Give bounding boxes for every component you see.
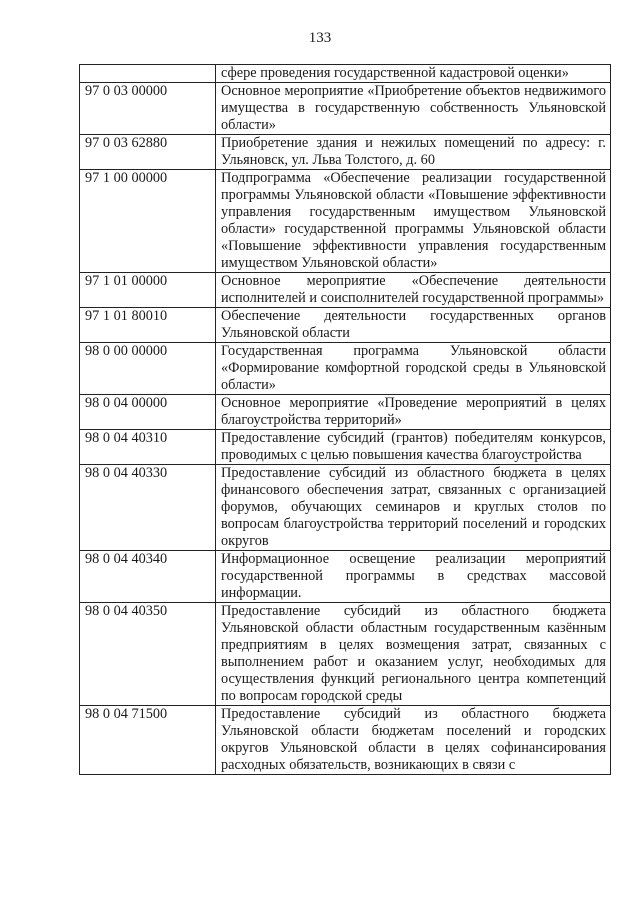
table-row	[80, 395, 611, 430]
description-cell: Государственная программа Ульяновской области «Формирование комфортной городской среды в Ульяновской области»	[216, 343, 611, 395]
code-cell: 98 0 04 40340	[80, 551, 216, 603]
table-row	[80, 83, 611, 135]
description-cell: Основное мероприятие «Приобретение объектов недвижимого имущества в государственную собственность Ульяновской области»	[216, 83, 611, 135]
code-cell: 97 1 01 80010	[80, 308, 216, 343]
description-cell: Информационное освещение реализации мероприятий государственной программы в средствах массовой информации.	[216, 551, 611, 603]
table-row	[80, 706, 611, 775]
description-cell: Предоставление субсидий из областного бюджета Ульяновской области бюджетам поселений и городских округов Ульяновской области в целях софинансирования расходных обязательств, возникающих в связи с	[216, 706, 611, 775]
description-cell: Предоставление субсидий из областного бюджета Ульяновской области областным государственным казённым предприятиям в целях возмещения затрат, связанных с выполнением работ и оказанием услуг, необходимых для осуществления функций регионального центра компетенций по вопросам городской среды	[216, 603, 611, 706]
table-row	[80, 170, 611, 273]
table-row	[80, 308, 611, 343]
code-cell: 98 0 04 40310	[80, 430, 216, 465]
table-row	[80, 273, 611, 308]
table-row	[80, 343, 611, 395]
budget-codes-table	[79, 64, 611, 775]
code-cell: 98 0 04 40350	[80, 603, 216, 706]
table-row	[80, 603, 611, 706]
code-cell	[80, 65, 216, 83]
table-row	[80, 135, 611, 170]
description-cell: Основное мероприятие «Проведение мероприятий в целях благоустройства территорий»	[216, 395, 611, 430]
table-row	[80, 65, 611, 83]
description-cell: Основное мероприятие «Обеспечение деятельности исполнителей и соисполнителей государственной программы»	[216, 273, 611, 308]
code-cell: 98 0 04 00000	[80, 395, 216, 430]
code-cell: 97 1 00 00000	[80, 170, 216, 273]
table-row	[80, 551, 611, 603]
code-cell: 97 0 03 62880	[80, 135, 216, 170]
code-cell: 97 1 01 00000	[80, 273, 216, 308]
description-cell: Предоставление субсидий из областного бюджета в целях финансового обеспечения затрат, связанных с организацией форумов, обучающих семинаров и круглых столов по вопросам благоустройства территорий поселений и городских округов	[216, 465, 611, 551]
description-cell: Приобретение здания и нежилых помещений по адресу: г. Ульяновск, ул. Льва Толстого, д. 60	[216, 135, 611, 170]
code-cell: 97 0 03 00000	[80, 83, 216, 135]
code-cell: 98 0 04 40330	[80, 465, 216, 551]
description-cell: сфере проведения государственной кадастровой оценки»	[216, 65, 611, 83]
page-number: 133	[308, 30, 332, 46]
table-row	[80, 430, 611, 465]
code-cell: 98 0 00 00000	[80, 343, 216, 395]
description-cell: Обеспечение деятельности государственных органов Ульяновской области	[216, 308, 611, 343]
description-cell: Предоставление субсидий (грантов) победителям конкурсов, проводимых с целью повышения качества благоустройства	[216, 430, 611, 465]
table-row	[80, 465, 611, 551]
description-cell: Подпрограмма «Обеспечение реализации государственной программы Ульяновской области «Повышение эффективности управления государственным имуществом Ульяновской области» государственной программы Ульяновской области «Повышение эффективности управления государственным имуществом Ульяновской области»	[216, 170, 611, 273]
code-cell: 98 0 04 71500	[80, 706, 216, 775]
